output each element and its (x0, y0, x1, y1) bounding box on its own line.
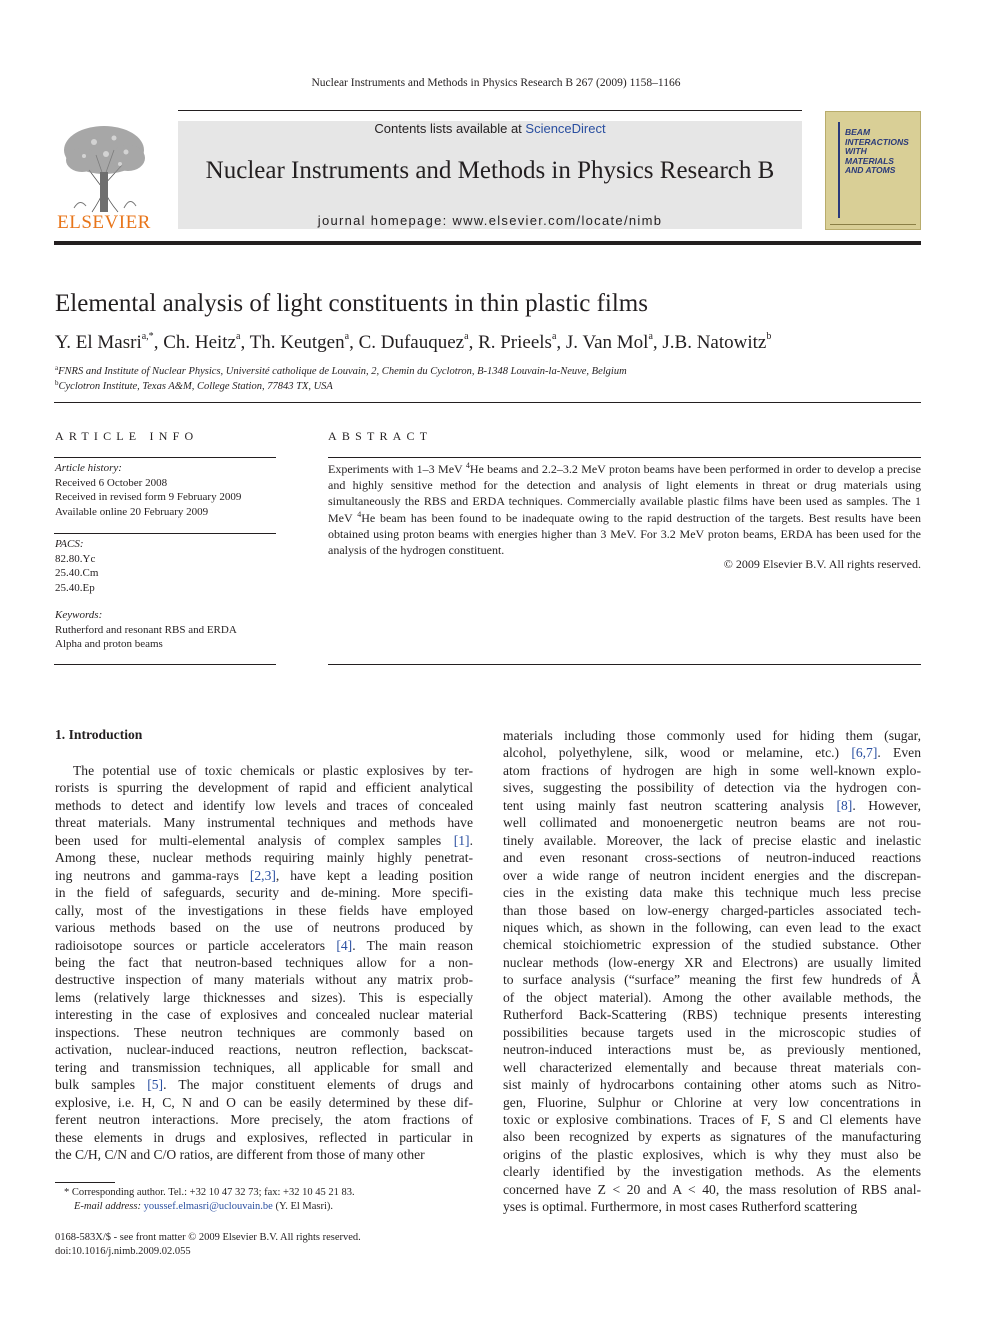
author-name[interactable]: R. Prieels (478, 332, 552, 353)
doi-line[interactable]: doi:10.1016/j.nimb.2009.02.055 (55, 1246, 191, 1257)
author-name[interactable]: Th. Keutgen (249, 332, 345, 353)
body-line: been used for multi-elemental analysis of complex samples [1]. (55, 832, 473, 848)
citation-link[interactable]: [6,7] (851, 745, 878, 761)
body-line: than those based on low-energy charged-particles associated tech- (503, 902, 921, 918)
elsevier-logo (54, 120, 154, 232)
article-info-rule (54, 457, 276, 458)
citation-link[interactable]: [8] (836, 797, 853, 813)
body-line: various methods based on the use of neutrons produced by (55, 920, 473, 936)
cover-line: WITH (845, 146, 867, 156)
body-line: cally, most of the investigations in these fields have employed (55, 902, 473, 918)
journal-title: Nuclear Instruments and Methods in Physics Research B (205, 157, 775, 184)
body-line: activation, nuclear-induced reactions, neutron reflection, backscat- (55, 1042, 473, 1058)
received-date: Received 6 October 2008 (55, 476, 168, 489)
issn-line: 0168-583X/$ - see front matter © 2009 Elsevier B.V. All rights reserved. (55, 1232, 361, 1243)
cover-title (845, 128, 921, 176)
body-line: to surface analysis (“surface” meaning the first few hundreds of Å (503, 972, 921, 988)
sciencedirect-link[interactable]: ScienceDirect (525, 121, 606, 136)
body-right-column (503, 727, 921, 1216)
pacs-block (55, 537, 98, 596)
body-line: concerned have Z < 20 and A < 40, the mass resolution of RBS anal- (503, 1181, 921, 1197)
author-name[interactable]: J. Van Mol (565, 332, 649, 353)
body-line: clearly identified by the investigation methods. As the elements (503, 1164, 921, 1180)
history-rule (54, 533, 276, 534)
keyword: Alpha and proton beams (55, 638, 163, 651)
abstract-part: He beams and 2.2–3.2 MeV proton beams have been performed in order to develop a precise and highly sensitive method for the detection and analysis of light elements in threat or drug materials using simultaneously the RBS and ERDA techniques. Commercially available plastic films have been used as samples. The 1 MeV (328, 462, 921, 525)
body-line: in the field of safeguards, security and de-mining. More specifi- (55, 885, 473, 901)
body-line: destructive inspection of many materials without any matrix prob- (55, 972, 473, 988)
journal-homepage[interactable]: journal homepage: www.elsevier.com/locate/nimb (317, 213, 663, 228)
author-name[interactable]: Ch. Heitz (163, 332, 237, 353)
body-line: yses is optimal. Furthermore, in most cases Rutherford scattering (503, 1199, 858, 1215)
affiliation-b (55, 379, 333, 392)
article-info-heading: ARTICLE INFO (55, 429, 199, 443)
online-date: Available online 20 February 2009 (55, 506, 209, 519)
body-line: well characterized elementally and because threat materials con- (503, 1059, 921, 1075)
abstract-bottom-rule (328, 664, 921, 665)
author-name[interactable]: Y. El Masri (55, 332, 142, 353)
keyword: Rutherford and resonant RBS and ERDA (55, 623, 237, 636)
abstract-text (328, 461, 921, 558)
pacs-code: 25.40.Cm (55, 567, 99, 580)
citation-link[interactable]: [5] (147, 1077, 164, 1093)
body-line: cies in the existing data make this technique much less precise (503, 885, 921, 901)
body-line: tent using mainly fast neutron scattering analysis [8]. However, (503, 797, 921, 813)
body-line: Among these, nuclear methods requiring mainly highly penetrat- (55, 850, 473, 866)
author-sup: a (464, 331, 469, 342)
paper-title: Elemental analysis of light constituents in thin plastic films (55, 290, 648, 317)
body-line: well collimated and monoenergetic neutron beams are not rou- (503, 815, 921, 831)
corresponding-author-note: * Corresponding author. Tel.: +32 10 47 32 73; fax: +32 10 45 21 83. (64, 1187, 355, 1198)
keywords-block (55, 608, 237, 652)
body-line: and even resonant cross-sections of neutron-induced reactions (503, 850, 921, 866)
elsevier-tree-icon (54, 120, 154, 215)
body-line: Rutherford Back-Scattering (RBS) technique presents interesting (503, 1007, 921, 1023)
email-note (64, 1200, 355, 1214)
cover-line: MATERIALS (845, 155, 894, 166)
email-suffix: (Y. El Masri). (272, 1201, 334, 1212)
body-line: gen, Fluorine, Sulphur or Chlorine at very low concentrations in (503, 1094, 921, 1110)
abstract-part: Experiments with 1–3 MeV (328, 462, 466, 476)
body-line: radioisotope sources or particle accelerators [4]. The main reason (55, 937, 473, 953)
affiliation-sup: a (55, 364, 59, 372)
cover-line: INTERACTIONS (845, 136, 909, 147)
article-history (55, 461, 241, 520)
author-sup: a (551, 331, 557, 342)
isotope-sup: 4 (465, 461, 470, 470)
body-line: possibilities because targets used in the microscopic studies of (503, 1024, 921, 1040)
affiliation-sup: b (55, 379, 59, 387)
body-line: sives, suggesting the possibility of detection via the hydrogen con- (503, 780, 921, 796)
author-name[interactable]: C. Dufauquez (358, 332, 465, 353)
author-sup: a (344, 331, 350, 342)
body-line: methods to detect and identify low levels and traces of concealed (55, 797, 473, 813)
abstract-copyright: © 2009 Elsevier B.V. All rights reserved. (723, 557, 921, 571)
affiliation-text: Cyclotron Institute, Texas A&M, College Station, 77843 TX, USA (58, 381, 333, 392)
running-head: Nuclear Instruments and Methods in Physics Research B 267 (2009) 1158–1166 (311, 77, 681, 89)
body-line: these elements in drugs and explosives, reflected in particular in (55, 1129, 473, 1145)
cover-rule (830, 224, 916, 225)
body-left-column (55, 762, 473, 1163)
footnote-rule (55, 1182, 115, 1183)
body-line: nuclear methods (low-energy XR and Electrons) are usually limited (503, 954, 921, 970)
author-sup: a (236, 331, 241, 342)
body-line: interesting in the case of explosives and concealed nuclear material (55, 1007, 473, 1023)
body-line: of the object material). Among the other available methods, the (503, 989, 921, 1005)
body-line: also been recognized by experts as signatures of the manufacturing (503, 1129, 921, 1145)
body-line: threat materials. Many instrumental techniques and methods have (55, 815, 473, 831)
body-line: atom fractions of hydrogen are high in some well-known explo- (503, 762, 921, 778)
contents-prefix: Contents lists available at (374, 121, 526, 136)
affiliation-rule (54, 402, 921, 403)
citation-link[interactable]: [4] (336, 937, 353, 953)
abstract-part: He beam has been found to be inadequate owing to the rapid destruction of the targets. Best results have been obtained using proton beams with energies higher than 3 MeV. For 3.2 MeV proton beams, ERDA has been used for the analysis of the hydrogen constituent. (328, 510, 921, 558)
section-heading: 1. Introduction (55, 727, 143, 742)
body-line: toxic or explosive combinations. Traces of F, S and Cl elements have (503, 1111, 921, 1127)
body-line: the C/H, C/N and C/O ratios, are different from those of many other (55, 1146, 425, 1162)
body-line: origins of the plastic explosives, which is why they must also be (503, 1146, 921, 1162)
footnotes (64, 1186, 355, 1214)
pacs-code: 82.80.Yc (55, 552, 96, 565)
elsevier-wordmark: ELSEVIER (57, 212, 151, 233)
body-line: tering and transmission techniques, all applicable for small and (55, 1059, 473, 1075)
body-line: materials including those commonly used for hiding them (sugar, (503, 728, 921, 743)
cover-line: BEAM (845, 127, 871, 137)
article-info-bottom-rule (54, 664, 276, 665)
pacs-code: 25.40.Ep (55, 582, 95, 595)
header-top-rule (178, 110, 802, 111)
affiliation-a (55, 364, 627, 377)
body-line: rorists is spurring the development of rapid and efficient analytical (55, 780, 473, 796)
isotope-sup: 4 (357, 509, 362, 519)
author-sup: b (766, 331, 772, 342)
body-line: being the fact that neutron-based techniques allow for a non- (55, 954, 473, 970)
author-list: Y. El Masri$^{a,*}$, Ch. Heitz$^a$, Th. Keutgen$^a$, C. Dufauquez$^a$, R. Prieels$^a$, J. Van Mol$^a$, J.B. Natowitz$^b$ (55, 331, 772, 353)
cover-stripe (838, 122, 840, 218)
body-line: explosive, i.e. H, C, N and O can be easily determined by these dif- (55, 1094, 473, 1110)
body-line: sist mainly of hydrocarbons containing other atoms such as Nitro- (503, 1077, 921, 1093)
pacs-label: PACS: (55, 538, 84, 550)
body-line: alcohol, polyethylene, silk, wood or melamine, etc.) [6,7]. Even (503, 745, 921, 761)
body-line: tinely available. Moreover, the lack of precise elastic and inelastic (503, 832, 921, 848)
header-thick-rule (54, 241, 921, 245)
body-line: chemical stoichiometric expression of the studied substance. Other (503, 937, 921, 953)
abstract-heading: ABSTRACT (328, 429, 433, 443)
cover-line: AND ATOMS (845, 165, 896, 175)
abstract-rule (328, 457, 921, 458)
email-link[interactable]: youssef.elmasri@uclouvain.be (143, 1201, 273, 1212)
author-sup: a,* (141, 331, 154, 342)
revised-date: Received in revised form 9 February 2009 (55, 491, 242, 504)
body-line: neutron-induced interactions must be, as previously mentioned, (503, 1042, 921, 1058)
citation-link[interactable]: [1] (453, 832, 470, 848)
author-name[interactable]: J.B. Natowitz (662, 332, 767, 353)
body-line: ing neutrons and gamma-rays [2,3], have kept a leading position (55, 867, 473, 883)
citation-link[interactable]: [2,3] (249, 867, 276, 883)
body-line: bulk samples [5]. The major constituent elements of drugs and (55, 1077, 473, 1093)
body-line: ferent neutron interactions. More precisely, the atom fractions of (55, 1112, 473, 1128)
history-label: Article history: (55, 462, 122, 474)
body-line: lems (relatively large thicknesses and sizes). This is especially (55, 989, 473, 1005)
affiliation-text: FNRS and Institute of Nuclear Physics, Université catholique de Louvain, 2, Chemin du Cyclotron, B-1348 Louvain-la-Neuve, Belgium (58, 366, 627, 377)
body-line: niques which, as shown in the following, can even lead to the exact (503, 919, 921, 935)
body-line: over a wide range of neutron incident energies and the discrepan- (503, 867, 921, 883)
author-sup: a (648, 331, 653, 342)
keywords-label: Keywords: (55, 609, 103, 621)
contents-line (178, 121, 802, 136)
body-line: The potential use of toxic chemicals or plastic explosives by ter- (73, 763, 473, 778)
email-label: E-mail address: (74, 1201, 144, 1212)
body-line: inspections. These neutron techniques are commonly based on (55, 1024, 473, 1040)
